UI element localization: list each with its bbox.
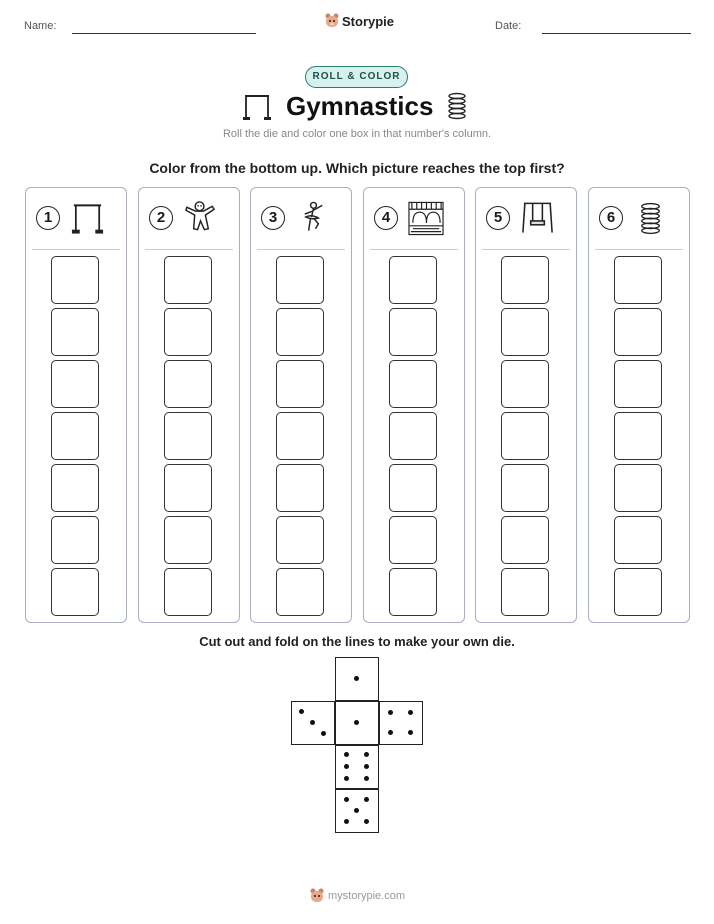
column-number: 1	[36, 206, 60, 230]
column-divider	[32, 249, 120, 250]
color-box[interactable]	[164, 516, 212, 564]
die-pip	[408, 730, 413, 735]
column-5	[475, 187, 577, 623]
color-box[interactable]	[51, 360, 99, 408]
die-pip	[408, 710, 413, 715]
uneven-bars-icon	[241, 92, 273, 122]
color-box[interactable]	[501, 308, 549, 356]
die-pip	[388, 730, 393, 735]
color-box[interactable]	[276, 256, 324, 304]
page-title: Gymnastics	[286, 91, 434, 121]
color-box[interactable]	[276, 464, 324, 512]
die-pip	[344, 764, 349, 769]
column-number: 4	[374, 206, 398, 230]
die-pip	[299, 709, 304, 714]
color-box[interactable]	[389, 360, 437, 408]
die-face-6	[335, 745, 379, 789]
instruction: Color from the bottom up. Which picture reaches the top first?	[149, 160, 565, 176]
color-box[interactable]	[389, 308, 437, 356]
color-box[interactable]	[51, 464, 99, 512]
column-4	[363, 187, 465, 623]
spring-coil-icon	[447, 92, 467, 122]
color-box[interactable]	[51, 256, 99, 304]
column-3	[250, 187, 352, 623]
color-box[interactable]	[501, 360, 549, 408]
color-box[interactable]	[164, 412, 212, 460]
die-instruction: Cut out and fold on the lines to make your own die.	[199, 634, 515, 649]
name-line[interactable]	[72, 33, 256, 34]
column-divider	[257, 249, 345, 250]
color-box[interactable]	[276, 568, 324, 616]
color-box[interactable]	[164, 568, 212, 616]
column-number: 5	[486, 206, 510, 230]
activity-badge: ROLL & COLOR	[305, 66, 408, 88]
date-line[interactable]	[542, 33, 691, 34]
die-face-1	[335, 657, 379, 701]
die-pip	[310, 720, 315, 725]
storypie-logo-icon	[325, 13, 339, 29]
die-face-3	[291, 701, 335, 745]
column-1	[25, 187, 127, 623]
color-box[interactable]	[614, 464, 662, 512]
footer-url[interactable]: mystorypie.com	[328, 890, 406, 902]
color-box[interactable]	[389, 516, 437, 564]
brand-name: Storypie	[342, 13, 395, 29]
color-box[interactable]	[276, 360, 324, 408]
color-box[interactable]	[389, 464, 437, 512]
color-box[interactable]	[276, 308, 324, 356]
color-box[interactable]	[389, 568, 437, 616]
column-number: 3	[261, 206, 285, 230]
color-box[interactable]	[276, 412, 324, 460]
gingerbread-gymnast-icon	[183, 199, 219, 237]
die-pip	[354, 720, 359, 725]
die-face-5	[335, 789, 379, 833]
die-pip	[364, 797, 369, 802]
color-box[interactable]	[164, 256, 212, 304]
color-box[interactable]	[164, 464, 212, 512]
column-divider	[482, 249, 570, 250]
subtitle: Roll the die and color one box in that number's column.	[222, 128, 492, 140]
die-pip	[364, 764, 369, 769]
die-pip	[364, 819, 369, 824]
color-box[interactable]	[614, 568, 662, 616]
die-pip	[344, 797, 349, 802]
swing-rings-icon	[520, 199, 556, 237]
color-box[interactable]	[164, 360, 212, 408]
color-box[interactable]	[51, 412, 99, 460]
storypie-logo-icon	[310, 888, 324, 904]
brand	[325, 13, 394, 29]
column-divider	[370, 249, 458, 250]
color-box[interactable]	[51, 516, 99, 564]
color-box[interactable]	[389, 256, 437, 304]
date-label: Date:	[495, 20, 522, 32]
die-pip	[321, 731, 326, 736]
column-divider	[145, 249, 233, 250]
color-box[interactable]	[614, 360, 662, 408]
spring-coil-icon	[633, 199, 669, 237]
die-pip	[364, 776, 369, 781]
color-box[interactable]	[389, 412, 437, 460]
color-box[interactable]	[614, 308, 662, 356]
color-box[interactable]	[614, 256, 662, 304]
color-box[interactable]	[501, 568, 549, 616]
name-label: Name:	[24, 20, 57, 32]
color-box[interactable]	[51, 308, 99, 356]
gym-hall-icon	[408, 199, 444, 237]
color-box[interactable]	[614, 516, 662, 564]
die-pip	[344, 819, 349, 824]
column-number: 6	[599, 206, 623, 230]
color-box[interactable]	[164, 308, 212, 356]
column-2	[138, 187, 240, 623]
color-box[interactable]	[614, 412, 662, 460]
color-box[interactable]	[501, 412, 549, 460]
color-box[interactable]	[501, 516, 549, 564]
die-face-1	[335, 701, 379, 745]
footer	[310, 888, 405, 904]
ballerina-icon	[295, 199, 331, 237]
column-divider	[595, 249, 683, 250]
die-pip	[344, 776, 349, 781]
die-pip	[354, 808, 359, 813]
die-pip	[364, 752, 369, 757]
column-6	[588, 187, 690, 623]
die-pip	[354, 676, 359, 681]
die-pip	[344, 752, 349, 757]
uneven-bars-icon	[70, 199, 106, 237]
color-box[interactable]	[51, 568, 99, 616]
die-pip	[388, 710, 393, 715]
column-number: 2	[149, 206, 173, 230]
die-face-4	[379, 701, 423, 745]
color-box[interactable]	[501, 464, 549, 512]
color-box[interactable]	[276, 516, 324, 564]
color-box[interactable]	[501, 256, 549, 304]
